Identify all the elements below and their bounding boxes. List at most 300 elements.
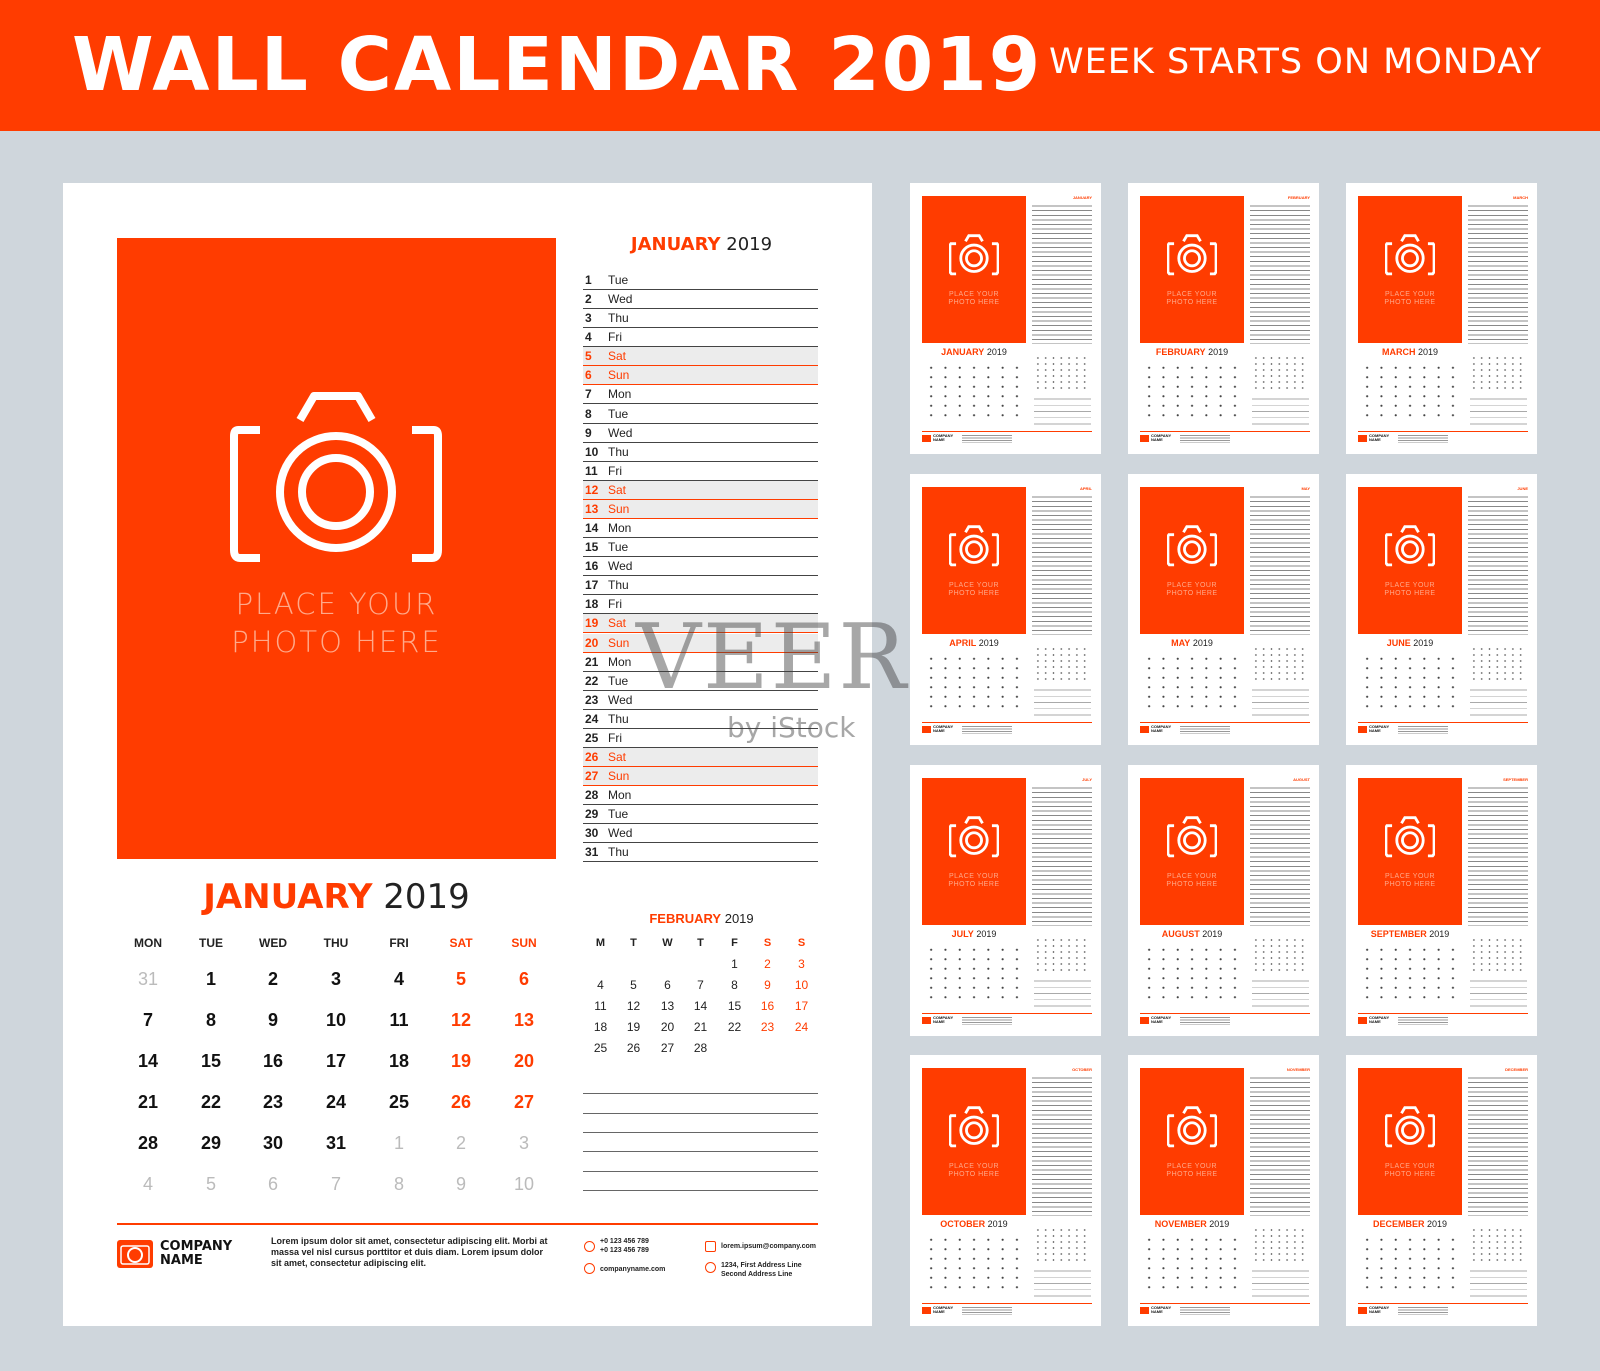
thumb-photo-text-line2: PHOTO HERE <box>1384 881 1436 888</box>
mini-day[interactable]: 28 <box>693 1041 708 1055</box>
day-weekday: Sat <box>608 616 627 631</box>
camera-icon <box>949 816 999 858</box>
thumb-company-name <box>933 1016 953 1024</box>
weekday-header: FRI <box>389 936 409 950</box>
thumb-month-grid <box>924 945 1024 1003</box>
thumb-note-lines <box>1252 975 1309 1007</box>
mini-day[interactable]: 6 <box>664 978 671 992</box>
thumb-note-lines <box>1034 393 1091 425</box>
day-number: 21 <box>585 654 599 669</box>
thumb-company-name <box>1369 434 1389 442</box>
month-thumbnail[interactable] <box>910 1055 1101 1326</box>
day-row[interactable] <box>583 462 818 481</box>
mini-day[interactable]: 14 <box>693 999 708 1013</box>
mini-day[interactable]: 27 <box>660 1041 675 1055</box>
weekday-header: TUE <box>199 936 223 950</box>
camera-icon <box>1385 1106 1435 1148</box>
day-row[interactable] <box>583 481 818 500</box>
day-weekday: Wed <box>608 425 633 440</box>
calendar-day[interactable]: 9 <box>267 1010 278 1030</box>
day-row[interactable] <box>583 748 818 767</box>
thumb-month-name: SEPTEMBER <box>1370 929 1427 939</box>
calendar-day[interactable]: 21 <box>137 1092 159 1112</box>
thumb-mini-calendar <box>1252 646 1307 682</box>
month-thumbnail[interactable] <box>1346 1055 1537 1326</box>
thumb-footer-divider <box>922 431 1092 432</box>
calendar-day[interactable]: 24 <box>325 1092 347 1112</box>
location-icon <box>705 1262 716 1273</box>
calendar-day[interactable]: 5 <box>205 1174 216 1194</box>
calendar-day[interactable]: 30 <box>262 1133 284 1153</box>
phone-2: +0 123 456 789 <box>600 1247 649 1254</box>
phone-numbers <box>600 1237 649 1255</box>
calendar-day[interactable]: 29 <box>200 1133 222 1153</box>
thumb-day-lines <box>1032 784 1092 926</box>
day-row[interactable] <box>583 843 818 862</box>
thumb-logo-icon <box>922 1017 931 1024</box>
day-weekday: Mon <box>608 387 632 402</box>
mini-day[interactable]: 23 <box>760 1020 775 1034</box>
thumb-month-year: 2019 <box>987 1219 1008 1229</box>
day-row[interactable] <box>583 786 818 805</box>
thumb-note-lines <box>1470 684 1527 716</box>
mini-day[interactable]: 16 <box>760 999 775 1013</box>
thumb-month-grid <box>1360 945 1460 1003</box>
thumb-footer-text <box>1180 1307 1230 1315</box>
thumb-note-lines <box>1470 1265 1527 1297</box>
thumb-photo-text <box>922 582 1026 598</box>
month-thumbnail[interactable] <box>1128 1055 1319 1326</box>
calendar-day[interactable]: 16 <box>262 1051 284 1071</box>
day-row[interactable] <box>583 290 818 309</box>
mini-day[interactable]: 20 <box>660 1020 675 1034</box>
thumb-company-line2: NAME <box>933 437 945 442</box>
thumb-photo-text-line2: PHOTO HERE <box>1166 881 1218 888</box>
thumb-month-title <box>1358 929 1462 940</box>
thumb-footer-divider <box>922 1303 1092 1304</box>
website-icon <box>584 1263 595 1274</box>
thumb-photo-text <box>1358 582 1462 598</box>
thumb-footer-divider <box>1140 431 1310 432</box>
thumb-day-lines <box>1468 784 1528 926</box>
weekday-header: SAT <box>449 936 473 950</box>
thumb-month-name: NOVEMBER <box>1154 1219 1207 1229</box>
mini-day[interactable]: 8 <box>731 978 738 992</box>
day-weekday: Wed <box>608 692 633 707</box>
note-line <box>583 1132 818 1133</box>
daylist-month: JANUARY <box>630 234 721 255</box>
thumb-month-name: AUGUST <box>1161 929 1200 939</box>
calendar-day[interactable]: 7 <box>330 1174 341 1194</box>
thumb-company-line1: COMPANY <box>1369 724 1390 729</box>
thumb-logo-icon <box>922 435 931 442</box>
page-title: WALL CALENDAR 2019 <box>72 22 1043 108</box>
calendar-day[interactable]: 1 <box>205 969 216 989</box>
mini-day[interactable]: 26 <box>626 1041 641 1055</box>
thumb-month-grid <box>1142 945 1242 1003</box>
thumb-note-lines <box>1252 1265 1309 1297</box>
thumb-logo-icon <box>1140 435 1149 442</box>
thumb-month-grid <box>1142 1235 1242 1293</box>
thumb-month-title <box>922 1219 1026 1230</box>
day-row[interactable] <box>583 271 818 290</box>
thumb-footer-divider <box>1140 1013 1310 1014</box>
thumb-company-name <box>1151 1306 1171 1314</box>
calendar-day[interactable]: 20 <box>513 1051 535 1071</box>
mini-weekday: F <box>731 937 738 949</box>
day-number: 10 <box>585 444 599 459</box>
thumb-photo-text-line1: PLACE YOUR <box>1385 873 1435 880</box>
thumb-photo-text-line2: PHOTO HERE <box>1166 299 1218 306</box>
day-row[interactable] <box>583 519 818 538</box>
camera-icon <box>1167 525 1217 567</box>
calendar-day[interactable]: 23 <box>262 1092 284 1112</box>
thumb-daylist-month: DECEMBER <box>1505 1067 1528 1072</box>
daylist-year: 2019 <box>726 234 773 255</box>
thumb-photo-placeholder <box>1358 196 1462 343</box>
thumb-mini-calendar <box>1470 937 1525 973</box>
thumb-daylist-month: JUNE <box>1517 486 1528 491</box>
calendar-day[interactable]: 31 <box>325 1133 347 1153</box>
mini-day[interactable]: 17 <box>794 999 809 1013</box>
thumb-note-lines <box>1252 684 1309 716</box>
day-row[interactable] <box>583 805 818 824</box>
thumb-note-lines <box>1034 684 1091 716</box>
mini-weekday: S <box>763 937 772 949</box>
thumb-mini-calendar <box>1034 937 1089 973</box>
day-number: 28 <box>585 788 599 803</box>
thumb-month-title <box>1140 347 1244 358</box>
calendar-day[interactable]: 2 <box>267 969 278 989</box>
day-number: 2 <box>585 292 592 307</box>
calendar-day[interactable]: 5 <box>455 969 466 989</box>
thumb-photo-text-line2: PHOTO HERE <box>948 1171 1000 1178</box>
thumb-photo-text-line2: PHOTO HERE <box>1384 299 1436 306</box>
thumb-month-title <box>1358 1219 1462 1230</box>
calendar-day[interactable]: 6 <box>267 1174 278 1194</box>
thumb-company-name <box>1151 725 1171 733</box>
watermark-sub: by iStock <box>727 711 856 744</box>
month-thumbnail[interactable] <box>1346 183 1537 454</box>
calendar-day[interactable]: 3 <box>518 1133 529 1153</box>
day-number: 16 <box>585 559 599 574</box>
calendar-day[interactable]: 12 <box>450 1010 472 1030</box>
month-thumbnail[interactable] <box>1346 474 1537 745</box>
day-row[interactable] <box>583 538 818 557</box>
watermark: VEER <box>636 605 909 710</box>
calendar-day[interactable]: 17 <box>325 1051 347 1071</box>
thumb-footer-divider <box>1140 722 1310 723</box>
thumb-note-lines <box>1470 975 1527 1007</box>
calendar-day[interactable]: 8 <box>393 1174 404 1194</box>
thumb-photo-placeholder <box>1140 1068 1244 1215</box>
camera-icon <box>1167 1106 1217 1148</box>
thumb-month-name: APRIL <box>949 638 977 648</box>
thumb-photo-text <box>1140 582 1244 598</box>
note-line <box>583 1190 818 1191</box>
day-row[interactable] <box>583 366 818 385</box>
calendar-day[interactable]: 22 <box>200 1092 222 1112</box>
camera-icon <box>949 525 999 567</box>
thumb-footer-text <box>962 726 1012 734</box>
calendar-day[interactable]: 18 <box>388 1051 410 1071</box>
camera-icon <box>949 1106 999 1148</box>
day-row[interactable] <box>583 767 818 786</box>
note-line <box>583 1113 818 1114</box>
thumb-month-grid <box>1360 654 1460 712</box>
thumb-daylist-month: SEPTEMBER <box>1503 777 1528 782</box>
thumb-photo-text-line2: PHOTO HERE <box>1166 590 1218 597</box>
day-row[interactable] <box>583 328 818 347</box>
thumb-photo-placeholder <box>1140 487 1244 634</box>
day-weekday: Wed <box>608 826 633 841</box>
thumb-footer-divider <box>1358 722 1528 723</box>
calendar-day[interactable]: 13 <box>513 1010 535 1030</box>
thumb-note-lines <box>1470 393 1527 425</box>
note-line <box>583 1093 818 1094</box>
thumb-month-year: 2019 <box>1427 1219 1448 1229</box>
mini-day[interactable]: 13 <box>660 999 675 1013</box>
thumb-month-grid <box>1142 363 1242 421</box>
month-thumbnail[interactable] <box>910 474 1101 745</box>
footer-divider <box>117 1223 818 1225</box>
thumb-photo-text <box>922 873 1026 889</box>
day-row[interactable] <box>583 443 818 462</box>
calendar-day[interactable]: 31 <box>137 969 159 989</box>
calendar-day[interactable]: 4 <box>142 1174 153 1194</box>
day-weekday: Thu <box>608 444 629 459</box>
thumb-company-line1: COMPANY <box>1151 1305 1172 1310</box>
calendar-day[interactable]: 26 <box>450 1092 472 1112</box>
day-number: 26 <box>585 750 599 764</box>
thumb-company-line2: NAME <box>1369 728 1381 733</box>
website[interactable]: companyname.com <box>600 1266 666 1273</box>
thumb-photo-text <box>1140 873 1244 889</box>
day-row[interactable] <box>583 576 818 595</box>
mini-day[interactable]: 12 <box>626 999 641 1013</box>
weekday-header: THU <box>323 936 349 950</box>
camera-icon <box>1385 525 1435 567</box>
thumb-logo-icon <box>1140 1307 1149 1314</box>
page-subtitle: WEEK STARTS ON MONDAY <box>1049 42 1542 82</box>
thumb-photo-placeholder <box>1358 778 1462 925</box>
day-number: 18 <box>585 597 599 612</box>
calendar-day[interactable]: 2 <box>455 1133 466 1153</box>
mini-weekday: T <box>630 937 637 949</box>
day-weekday: Tue <box>608 540 629 555</box>
day-row[interactable] <box>583 824 818 843</box>
day-weekday: Sat <box>608 349 627 364</box>
thumb-month-title <box>922 347 1026 358</box>
thumb-footer-text <box>962 435 1012 443</box>
calendar-day[interactable]: 8 <box>205 1010 216 1030</box>
thumb-photo-text-line2: PHOTO HERE <box>1384 590 1436 597</box>
thumb-daylist-month: NOVEMBER <box>1286 1067 1310 1072</box>
calendar-day[interactable]: 27 <box>513 1092 535 1112</box>
mini-day[interactable]: 22 <box>727 1020 742 1034</box>
mini-day[interactable]: 21 <box>693 1020 708 1034</box>
calendar-day[interactable]: 14 <box>137 1051 159 1071</box>
phone-1: +0 123 456 789 <box>600 1238 649 1245</box>
thumb-month-year: 2019 <box>978 638 999 648</box>
day-weekday: Fri <box>608 730 622 745</box>
calendar-day[interactable]: 4 <box>393 969 404 989</box>
calendar-day[interactable]: 25 <box>388 1092 410 1112</box>
thumb-month-year: 2019 <box>1413 638 1434 648</box>
thumb-mini-calendar <box>1252 1227 1307 1263</box>
thumb-photo-text-line1: PLACE YOUR <box>1385 1163 1435 1170</box>
thumb-photo-text-line1: PLACE YOUR <box>1167 582 1217 589</box>
day-number: 15 <box>585 540 599 555</box>
calendar-day[interactable]: 7 <box>142 1010 153 1030</box>
thumb-photo-text-line2: PHOTO HERE <box>1166 1171 1218 1178</box>
thumb-company-line1: COMPANY <box>933 433 954 438</box>
calendar-day[interactable]: 28 <box>137 1133 159 1153</box>
thumb-month-name: JANUARY <box>941 347 985 357</box>
mini-weekday: W <box>662 937 673 949</box>
camera-icon <box>1385 234 1435 276</box>
thumb-company-line1: COMPANY <box>1151 1015 1172 1020</box>
thumb-company-name <box>1369 1016 1389 1024</box>
month-thumbnail[interactable] <box>1128 765 1319 1036</box>
mini-day[interactable]: 3 <box>798 957 805 971</box>
mini-day[interactable]: 9 <box>764 978 771 992</box>
thumb-company-name <box>1369 725 1389 733</box>
thumb-photo-text <box>1140 291 1244 307</box>
email[interactable]: lorem.ipsum@company.com <box>721 1243 816 1250</box>
calendar-day[interactable]: 11 <box>389 1010 409 1030</box>
thumb-footer-divider <box>1140 1303 1310 1304</box>
thumb-photo-text-line1: PLACE YOUR <box>1385 582 1435 589</box>
calendar-day[interactable]: 10 <box>325 1010 347 1030</box>
thumb-month-year: 2019 <box>1208 347 1229 357</box>
calendar-day[interactable]: 9 <box>455 1174 466 1194</box>
day-number: 8 <box>585 406 592 421</box>
daylist-title <box>584 234 819 256</box>
thumb-logo-icon <box>1358 726 1367 733</box>
calendar-day[interactable]: 15 <box>200 1051 222 1071</box>
day-number: 3 <box>585 311 592 326</box>
month-title-year: 2019 <box>383 877 470 917</box>
mini-day[interactable]: 4 <box>597 978 604 992</box>
thumb-photo-text-line2: PHOTO HERE <box>1384 1171 1436 1178</box>
month-thumbnail[interactable] <box>1128 183 1319 454</box>
mini-day[interactable]: 10 <box>794 978 809 992</box>
thumb-month-grid <box>1360 363 1460 421</box>
thumb-month-year: 2019 <box>986 347 1007 357</box>
thumb-mini-calendar <box>1470 1227 1525 1263</box>
month-thumbnail[interactable] <box>1128 474 1319 745</box>
thumb-daylist-month: OCTOBER <box>1072 1067 1092 1072</box>
day-number: 14 <box>585 521 599 536</box>
month-thumbnail[interactable] <box>1346 765 1537 1036</box>
mini-day[interactable]: 24 <box>794 1020 809 1034</box>
thumb-photo-placeholder <box>922 778 1026 925</box>
thumb-photo-text-line1: PLACE YOUR <box>1385 291 1435 298</box>
day-number: 4 <box>585 330 592 345</box>
thumb-month-name: JULY <box>951 929 974 939</box>
mini-day[interactable]: 5 <box>630 978 637 992</box>
mini-day[interactable]: 19 <box>626 1020 641 1034</box>
day-row[interactable] <box>583 347 818 366</box>
mini-calendar-title <box>584 911 819 927</box>
calendar-day[interactable]: 10 <box>513 1174 535 1194</box>
day-row[interactable] <box>583 500 818 519</box>
thumb-company-line2: NAME <box>1151 728 1163 733</box>
thumb-month-title <box>1358 347 1462 358</box>
thumb-company-line1: COMPANY <box>1369 1305 1390 1310</box>
calendar-day[interactable]: 6 <box>518 969 529 989</box>
thumb-month-title <box>922 638 1026 649</box>
mini-day[interactable]: 7 <box>697 978 704 992</box>
day-row[interactable] <box>583 424 818 443</box>
thumb-footer-text <box>1180 726 1230 734</box>
day-number: 11 <box>585 463 598 478</box>
day-number: 7 <box>585 387 592 402</box>
thumb-footer-divider <box>1358 431 1528 432</box>
thumb-footer-text <box>1398 1307 1448 1315</box>
month-thumbnail[interactable] <box>910 183 1101 454</box>
thumb-month-title <box>1140 638 1244 649</box>
mini-day[interactable]: 15 <box>727 999 742 1013</box>
thumb-month-name: MAY <box>1171 638 1191 648</box>
thumb-daylist-month: MAY <box>1301 486 1310 491</box>
thumb-day-lines <box>1250 784 1310 926</box>
month-thumbnail[interactable] <box>910 765 1101 1036</box>
mini-day[interactable]: 18 <box>593 1020 608 1034</box>
day-weekday: Sun <box>608 501 630 516</box>
day-weekday: Mon <box>608 654 632 669</box>
day-weekday: Thu <box>608 711 629 726</box>
day-row[interactable] <box>583 309 818 328</box>
thumb-photo-text-line1: PLACE YOUR <box>1167 291 1217 298</box>
thumb-logo-icon <box>1140 1017 1149 1024</box>
thumb-mini-calendar <box>1470 355 1525 391</box>
thumb-company-line2: NAME <box>1151 1019 1163 1024</box>
mini-day[interactable]: 25 <box>593 1041 608 1055</box>
day-row[interactable] <box>583 385 818 404</box>
photo-placeholder[interactable] <box>117 238 556 859</box>
month-title <box>117 877 556 917</box>
thumb-month-year: 2019 <box>976 929 997 939</box>
mini-day[interactable]: 2 <box>764 957 771 971</box>
thumb-daylist-month: MARCH <box>1513 195 1528 200</box>
mini-weekday: S <box>797 937 806 949</box>
thumb-footer-text <box>962 1017 1012 1025</box>
mini-day[interactable]: 11 <box>594 999 607 1013</box>
day-row[interactable] <box>583 405 818 424</box>
thumb-day-lines <box>1250 1074 1310 1216</box>
thumb-company-line2: NAME <box>933 1309 945 1314</box>
thumb-day-lines <box>1250 493 1310 635</box>
thumb-company-line1: COMPANY <box>1369 1015 1390 1020</box>
calendar-day[interactable]: 3 <box>330 969 341 989</box>
calendar-day[interactable]: 1 <box>393 1133 404 1153</box>
weekday-header: SUN <box>511 936 537 950</box>
day-number: 12 <box>585 482 599 497</box>
thumb-logo-icon <box>1140 726 1149 733</box>
mini-month: FEBRUARY <box>649 911 722 926</box>
day-weekday: Mon <box>608 788 632 803</box>
calendar-day[interactable]: 19 <box>450 1051 472 1071</box>
day-row[interactable] <box>583 557 818 576</box>
thumb-logo-icon <box>922 1307 931 1314</box>
mini-day[interactable]: 1 <box>731 957 738 971</box>
thumb-month-grid <box>1360 1235 1460 1293</box>
day-number: 24 <box>585 711 599 726</box>
note-line <box>583 1151 818 1152</box>
thumb-logo-icon <box>1358 1307 1367 1314</box>
